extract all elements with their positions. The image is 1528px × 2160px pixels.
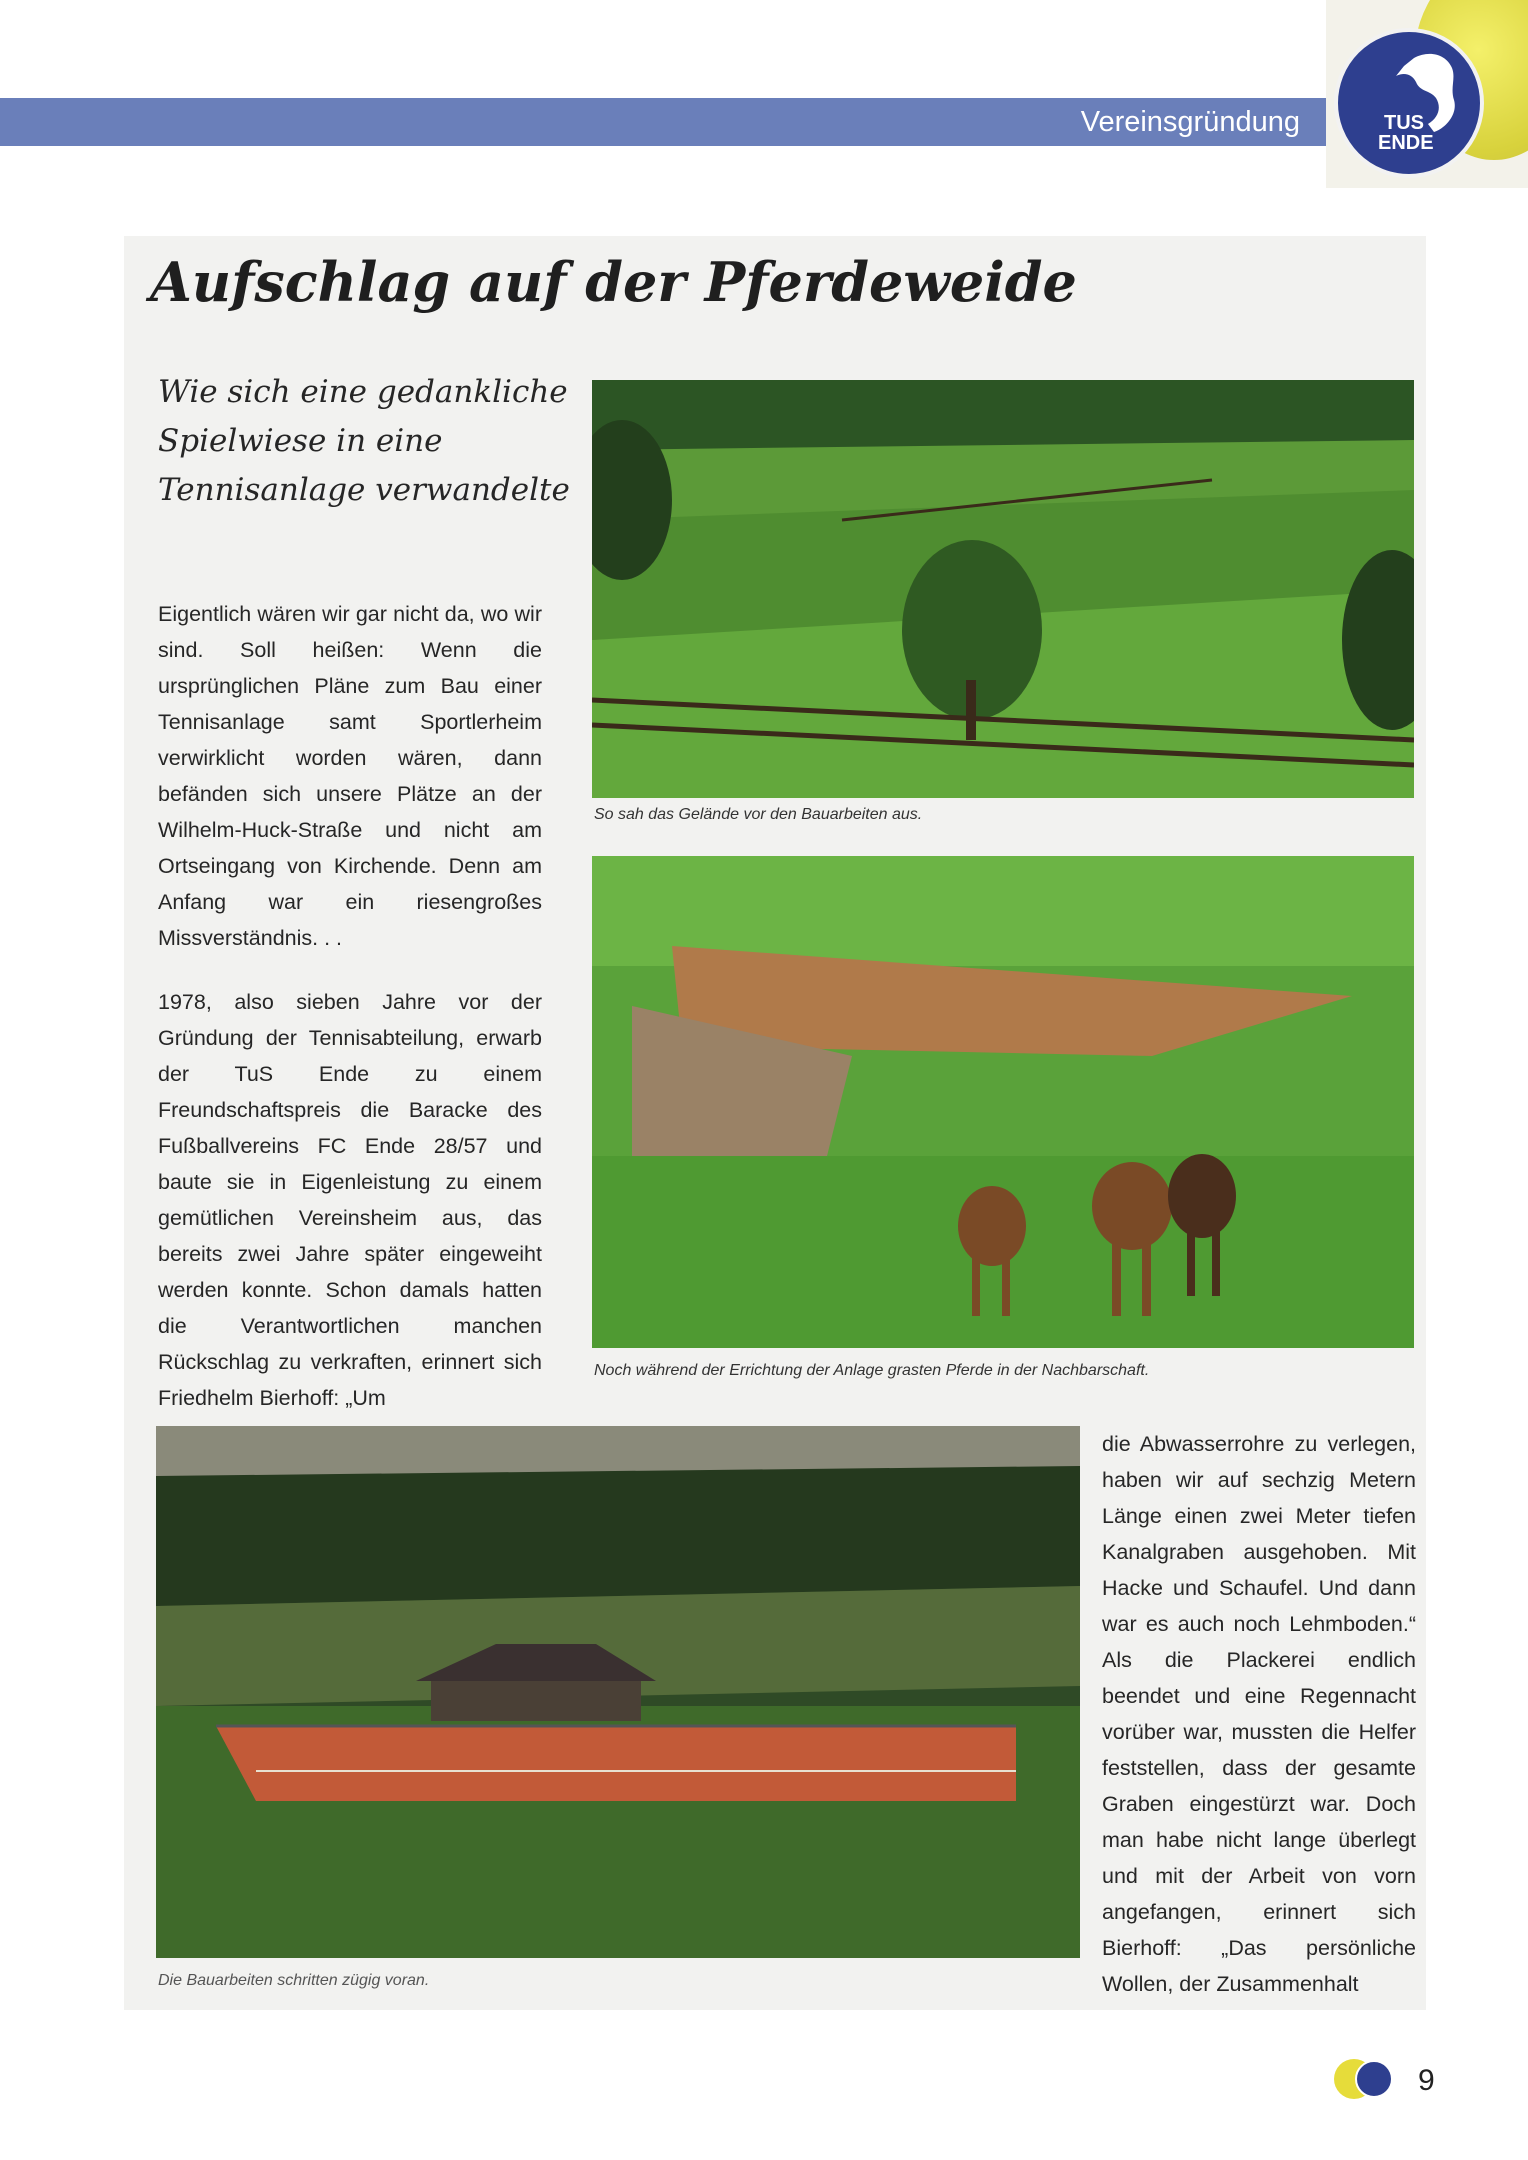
- club-logo: [1326, 0, 1528, 188]
- section-title: Vereinsgründung: [1080, 106, 1300, 138]
- article-paragraph-1: Eigentlich wären wir gar nicht da, wo wir sind. Soll heißen: Wenn die ursprünglichen Pläne zum Bau einer Tennisanlage samt Sportlerheim verwirklicht worden wären, dann befänden sich unsere Plätze an der Wilhelm-Huck-Straße und nicht am Ortseingang von Kirchende. Denn am Anfang war ein riesengroßes Missverständnis. . .: [158, 602, 542, 950]
- logo-line1: TUS: [1384, 112, 1424, 134]
- section-header-bar: [0, 98, 1340, 146]
- photo-horses-grazing: [592, 856, 1414, 1348]
- tennis-courts-image: [156, 1426, 1080, 1958]
- footer-club-logo-icon: [1330, 2054, 1400, 2104]
- photo-tennis-courts: [156, 1426, 1080, 1958]
- article-headline: Aufschlag auf der Pferdeweide: [150, 250, 1077, 314]
- photo-caption-2: Noch während der Errichtung der Anlage grasten Pferde in der Nachbarschaft.: [594, 1362, 1150, 1379]
- photo-meadow-before: [592, 380, 1414, 798]
- article-paragraph-3: die Abwasserrohre zu verlegen, haben wir auf sechzig Metern Länge einen zwei Meter tiefen Kanalgraben ausgehoben. Mit Hacke und Schaufel. Und dann war es auch noch Lehmboden.“ Als die Plackerei endlich beendet und eine Regennacht vorüber war, mussten die Helfer feststellen, dass der gesamte Graben eingestürzt war. Doch man habe nicht lange überlegt und mit der Arbeit von vorn angefangen, erinnert sich Bierhoff: „Das persönliche Wollen, der Zusammenhalt: [1102, 1432, 1416, 1996]
- logo-line2: ENDE: [1378, 132, 1434, 154]
- meadow-landscape-image: [592, 380, 1414, 798]
- club-emblem: [1334, 28, 1484, 178]
- article-paragraph-2: 1978, also sieben Jahre vor der Gründung der Tennisabteilung, erwarb der TuS Ende zu einem Freundschaftspreis die Baracke des Fußballvereins FC Ende 28/57 und baute sie in Eigenleistung zu einem gemütlichen Vereinsheim aus, das bereits zwei Jahre später eingeweiht werden konnte. Schon damals hatten die Verantwortlichen manchen Rückschlag zu verkraften, erinnert sich Friedhelm Bierhoff: „Um: [158, 990, 542, 1410]
- horse-icon: [1334, 28, 1484, 178]
- horses-field-image: [592, 856, 1414, 1348]
- page-number: 9: [1418, 2064, 1435, 2097]
- photo-caption-1: So sah das Gelände vor den Bauarbeiten aus.: [594, 806, 923, 823]
- photo-caption-3: Die Bauarbeiten schritten zügig voran.: [158, 1972, 430, 1989]
- article-subhead: Wie sich eine gedankliche Spielwiese in eine Tennisanlage verwandelte: [158, 374, 570, 508]
